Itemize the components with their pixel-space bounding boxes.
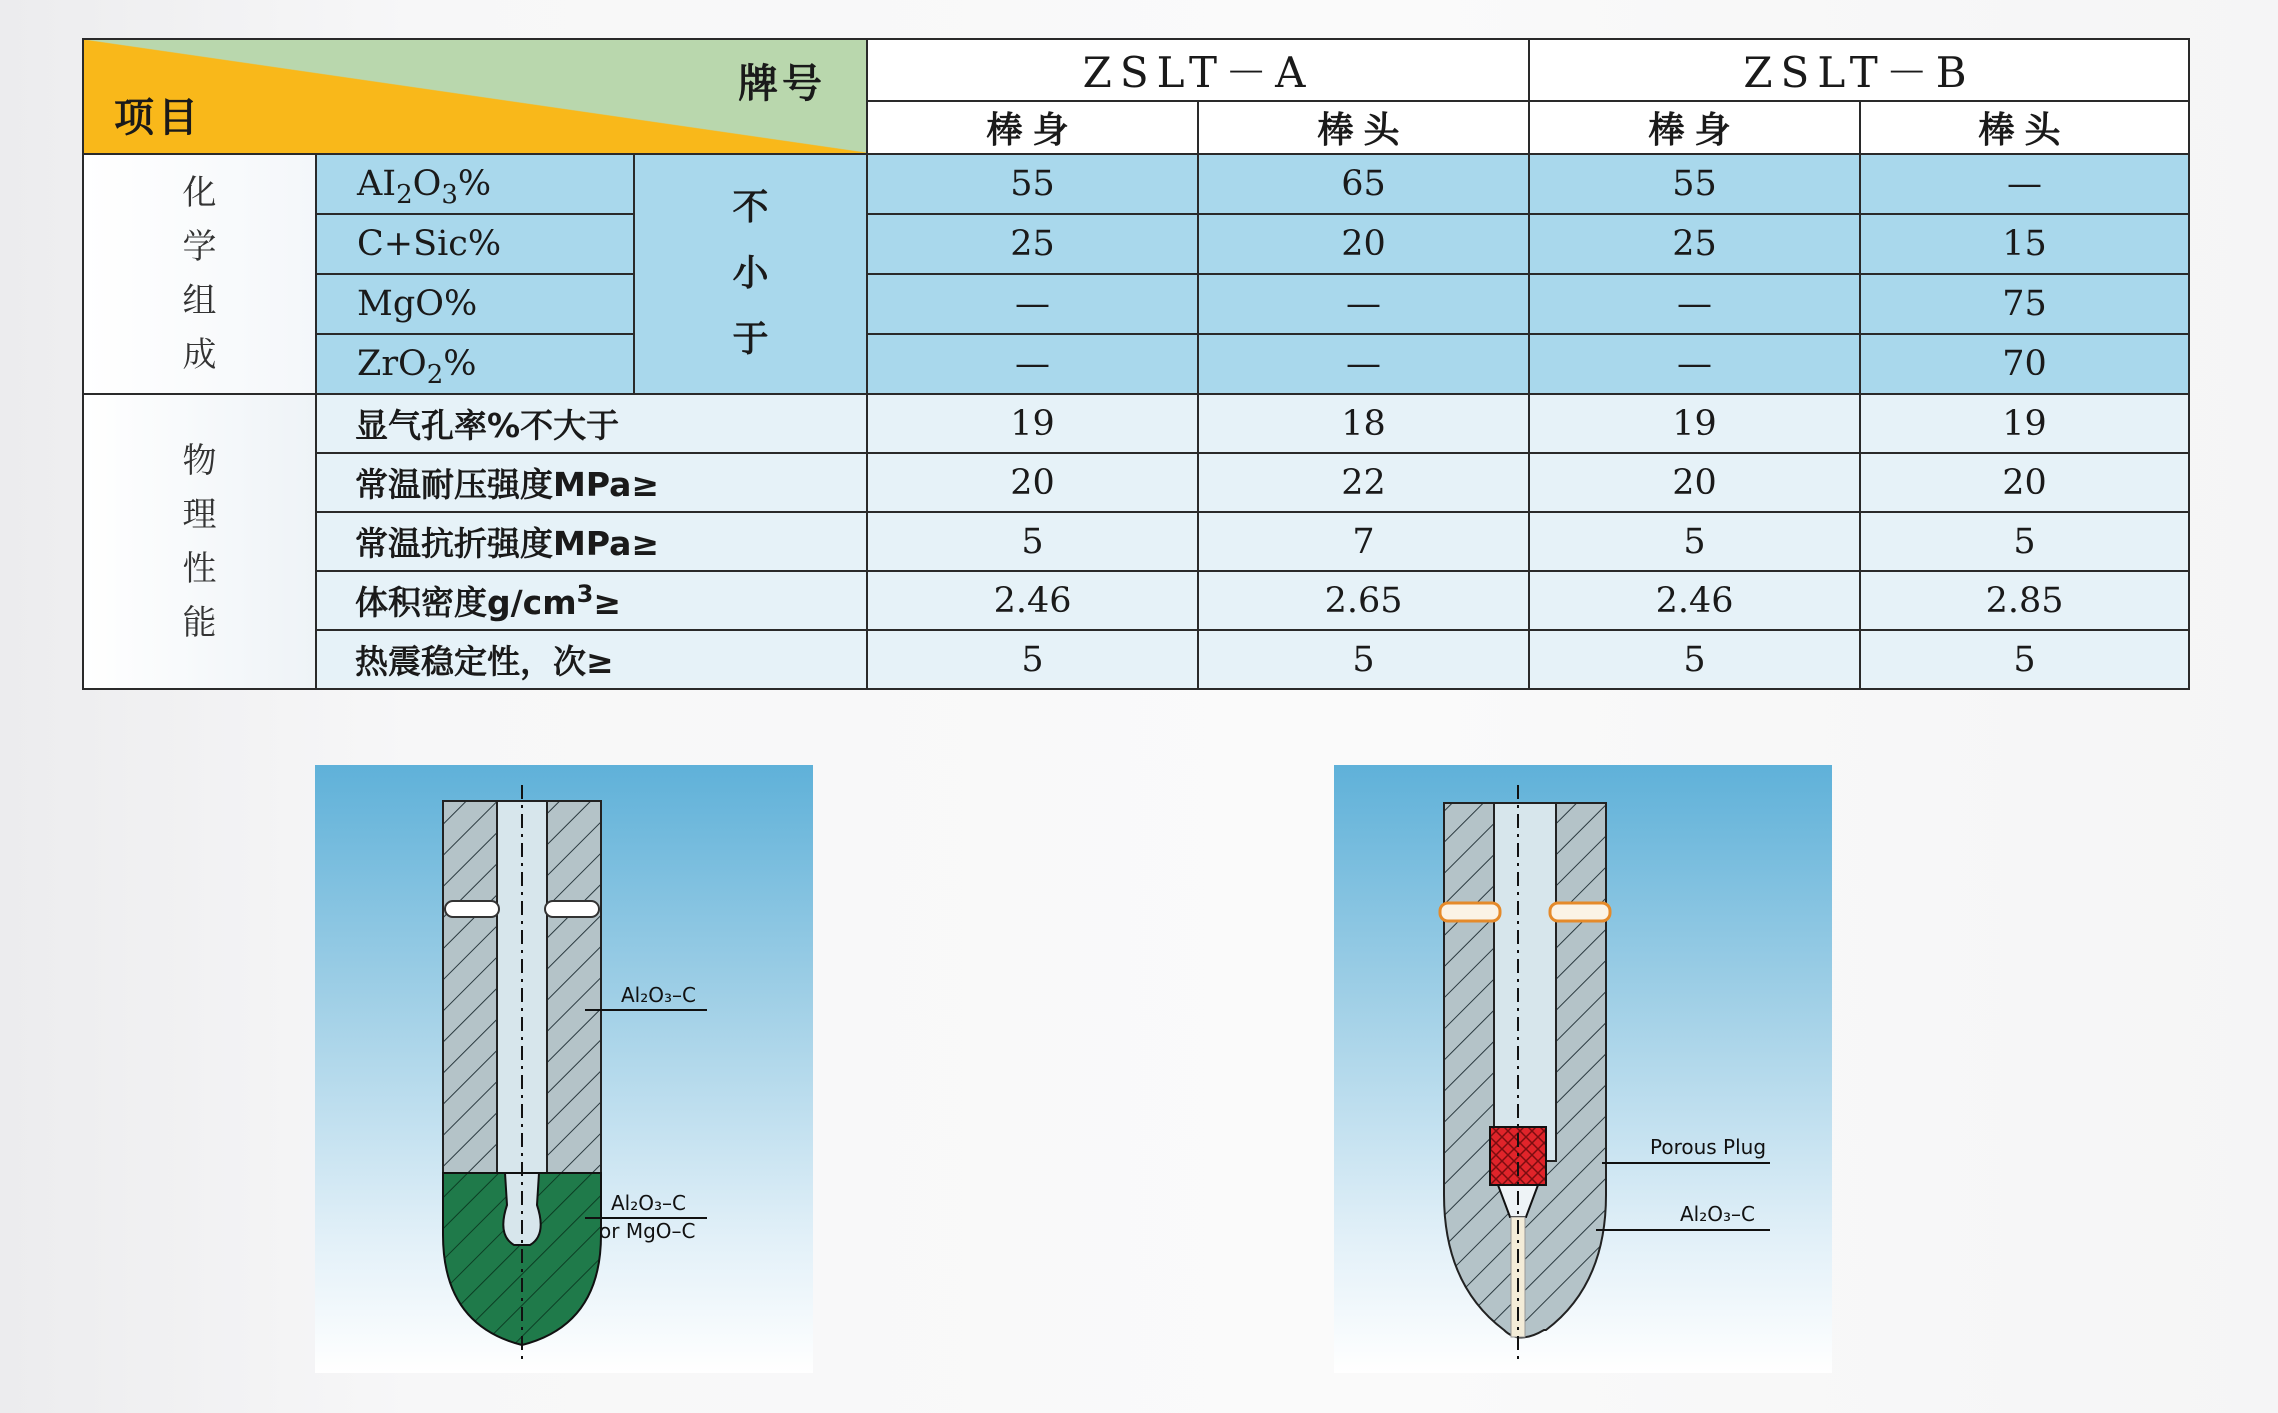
chem-value: —	[1860, 154, 2189, 214]
diagram-b-label-body: Al₂O₃–C	[1680, 1202, 1755, 1226]
chem-value: 70	[1860, 334, 2189, 394]
phys-label-flexural: 常温抗折强度MPa≥	[316, 512, 867, 571]
phys-value: 18	[1198, 394, 1529, 453]
diagram-b-label-plug: Porous Plug	[1650, 1135, 1767, 1159]
chem-note-cell	[634, 154, 867, 394]
phys-label-compressive: 常温耐压强度MPa≥	[316, 453, 867, 512]
pin-hole-right	[545, 901, 599, 917]
chem-label-zro2-sub1: 2	[426, 360, 444, 390]
phys-label-density-post: ≥	[593, 583, 621, 622]
grade-header-b: ZSLT－B	[1529, 39, 2189, 101]
chem-value: —	[867, 274, 1198, 334]
corner-item-label: 项目	[114, 95, 202, 141]
phys-value: 20	[867, 453, 1198, 512]
chem-value: 55	[1529, 154, 1860, 214]
chem-label-al2o3-sub1: 2	[396, 180, 413, 210]
sub-header-a-head: 棒头	[1198, 101, 1529, 154]
pin-hole-left	[445, 901, 499, 917]
chem-label-zro2-main: ZrO	[357, 344, 427, 384]
chem-label-mgo-main: MgO	[357, 284, 444, 324]
chem-label-zro2-end: %	[443, 344, 477, 384]
phys-label-density	[316, 571, 867, 630]
rod-wall-left	[443, 801, 497, 1195]
phys-value: 5	[1860, 630, 2189, 689]
phys-value: 20	[1860, 453, 2189, 512]
phys-value: 5	[867, 512, 1198, 571]
corner-grade-label: 牌号	[738, 61, 827, 107]
diagram-a-label-head-2: or MgO–C	[599, 1219, 696, 1243]
phys-label-thermal-shock: 热震稳定性，次≥	[316, 630, 867, 689]
phys-label-density-pre: 体积密度g/cm	[355, 583, 577, 622]
phys-value: 2.85	[1860, 571, 2189, 630]
stopper-a-drawing	[315, 765, 813, 1373]
chem-label-mgo-end: %	[443, 284, 478, 324]
phys-value: 22	[1198, 453, 1529, 512]
chem-group-label	[83, 154, 316, 394]
chem-value: —	[867, 334, 1198, 394]
phys-value: 5	[1860, 512, 2189, 571]
phys-label-porosity: 显气孔率%不大于	[316, 394, 867, 453]
phys-group-text: 物理性能	[182, 440, 217, 643]
stopper-b-drawing	[1334, 765, 1832, 1373]
phys-value: 19	[1529, 394, 1860, 453]
rod-bore	[1494, 803, 1556, 1161]
chem-value: —	[1198, 334, 1529, 394]
header-corner-cell	[83, 39, 867, 154]
chem-value: 75	[1860, 274, 2189, 334]
phys-value: 7	[1198, 512, 1529, 571]
chem-label-zro2	[316, 334, 634, 394]
chem-value: —	[1529, 274, 1860, 334]
phys-value: 5	[1529, 512, 1860, 571]
phys-value: 5	[1198, 630, 1529, 689]
phys-value: 2.65	[1198, 571, 1529, 630]
chem-value: 15	[1860, 214, 2189, 274]
phys-value: 2.46	[1529, 571, 1860, 630]
chem-label-al2o3-end: %	[457, 164, 492, 204]
phys-value: 5	[867, 630, 1198, 689]
diagram-stopper-b	[1334, 765, 1832, 1373]
chem-label-csic-main: C+Sic	[357, 224, 468, 264]
chem-label-csic-end: %	[467, 224, 502, 264]
phys-value: 19	[867, 394, 1198, 453]
chem-label-csic	[316, 214, 634, 274]
chem-value: 25	[1529, 214, 1860, 274]
chem-label-mgo	[316, 274, 634, 334]
phys-value: 5	[1529, 630, 1860, 689]
chem-value: 25	[867, 214, 1198, 274]
chem-value: 65	[1198, 154, 1529, 214]
rod-wall-right	[547, 801, 601, 1195]
spec-table	[82, 38, 2190, 690]
chem-group-text: 化学组成	[182, 173, 217, 375]
chem-value: 55	[867, 154, 1198, 214]
diagram-a-label-head-1: Al₂O₃–C	[611, 1191, 686, 1215]
grade-header-a: ZSLT－A	[867, 39, 1529, 101]
chem-value: —	[1198, 274, 1529, 334]
phys-value: 20	[1529, 453, 1860, 512]
chem-note-text: 不小于	[732, 187, 769, 360]
chem-label-al2o3	[316, 154, 634, 214]
sub-header-b-head: 棒头	[1860, 101, 2189, 154]
chem-label-al2o3-sub2: 3	[441, 180, 458, 210]
sub-header-b-body: 棒身	[1529, 101, 1860, 154]
chem-label-al2o3-mid: O	[412, 164, 442, 204]
phys-value: 2.46	[867, 571, 1198, 630]
chem-value: —	[1529, 334, 1860, 394]
pin-hole-left	[1440, 903, 1500, 921]
phys-value: 19	[1860, 394, 2189, 453]
phys-label-density-sup: 3	[576, 580, 594, 608]
diagram-a-label-body: Al₂O₃–C	[621, 983, 696, 1007]
chem-label-al2o3-main: AI	[357, 164, 397, 204]
phys-group-label	[83, 394, 316, 689]
sub-header-a-body: 棒身	[867, 101, 1198, 154]
diagram-stopper-a	[315, 765, 813, 1373]
chem-value: 20	[1198, 214, 1529, 274]
pin-hole-right	[1550, 903, 1610, 921]
